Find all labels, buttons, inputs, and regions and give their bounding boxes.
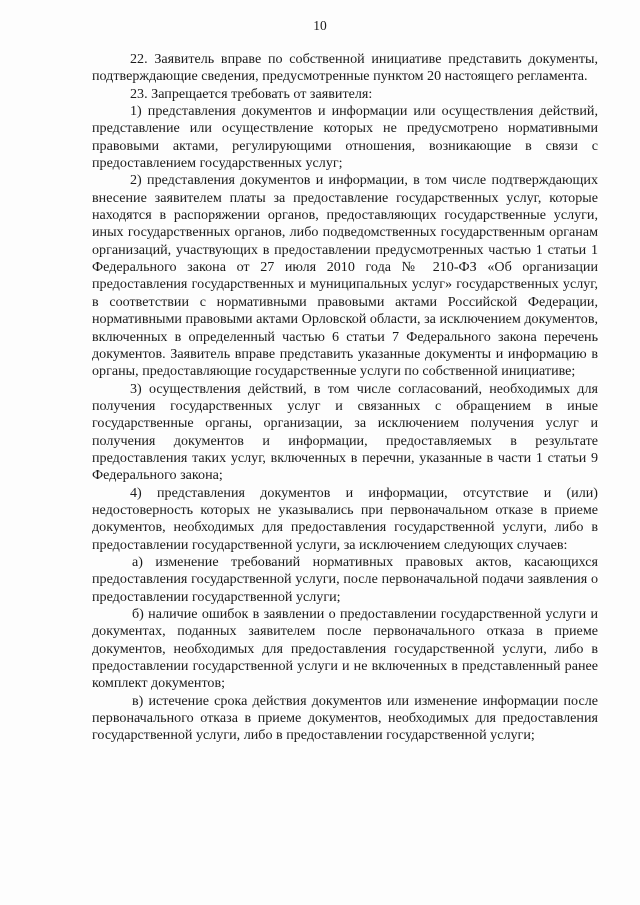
list-item-2: 2) представления документов и информации, в том числе подтверждающих внесение заявителем платы за предоставление государственных услуг, которые находятся в распоряжении органов, предоставляющих государственные услуги, иных государственных органов, либо подведомственных государственным органам организаций, участвующих в предоставлении предусмотренных частью 1 статьи 1 Федерального закона от 27 июля 2010 года № 210-ФЗ «Об организации предоставления государственных и муниципальных услуг» государственных услуг, в соответствии с нормативными правовыми актами Российской Федерации, нормативными правовыми актами Орловской области, за исключением документов, включенных в определенный частью 6 статьи 7 Федерального закона перечень документов. Заявитель вправе представить указанные документы и информацию в органы, предоставляющие государственные услуги по собственной инициативе;	[92, 172, 598, 380]
sub-item-v: в) истечение срока действия документов или изменение информации после первоначального отказа в приеме документов, необходимых для предоставления государственной услуги, либо в предоставлении государственной услуги;	[92, 692, 598, 744]
sub-item-a: а) изменение требований нормативных правовых актов, касающихся предоставления государственной услуги, после первоначальной подачи заявления о предоставлении государственной услуги;	[92, 553, 598, 605]
list-item-1: 1) представления документов и информации или осуществления действий, представление или осуществление которых не предусмотрено нормативными правовыми актами, регулирующими отношения, возникающие в связи с предоставлением государственных услуг;	[92, 103, 598, 172]
sub-item-b: б) наличие ошибок в заявлении о предоставлении государственной услуги и документах, поданных заявителем после первоначального отказа в приеме документов, необходимых для предоставления государственной услуги, либо в предоставлении государственной услуги и не включенных в представленный ранее комплект документов;	[92, 606, 598, 692]
paragraph-22: 22. Заявитель вправе по собственной инициативе представить документы, подтверждающие сведения, предусмотренные пунктом 20 настоящего регламента.	[92, 51, 598, 85]
paragraph-23: 23. Запрещается требовать от заявителя:	[130, 85, 373, 102]
list-item-4: 4) представления документов и информации, отсутствие и (или) недостоверность которых не указывались при первоначальном отказе в приеме документов, необходимых для предоставления государственной услуги, либо в предоставлении государственной услуги, за исключением следующих случаев:	[92, 484, 598, 553]
page-number: 10	[313, 18, 327, 33]
document-body	[92, 51, 598, 745]
list-item-3: 3) осуществления действий, в том числе согласований, необходимых для получения государственных услуг и связанных с обращением в иные государственные органы, организации, за исключением получения услуг и получения документов и информации, предоставляемых в результате предоставления таких услуг, включенных в перечни, указанные в части 1 статьи 9 Федерального закона;	[92, 380, 598, 484]
